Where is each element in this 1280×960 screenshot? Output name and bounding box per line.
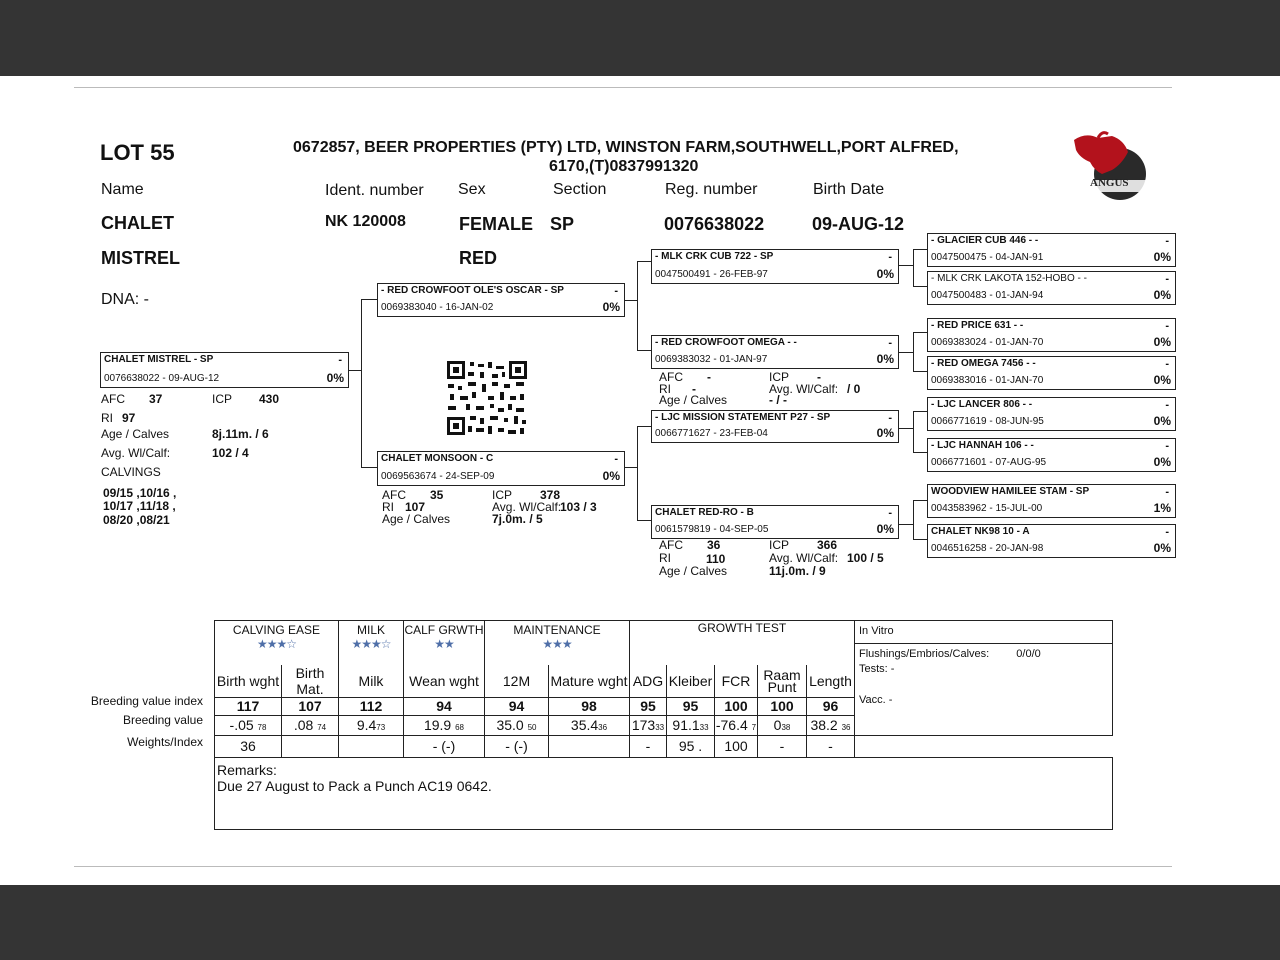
ggp5-name: - LJC LANCER 806 - -	[931, 399, 1033, 410]
calvings-label: CALVINGS	[101, 465, 161, 479]
ggp6-name: - LJC HANNAH 106 - -	[931, 440, 1034, 451]
bv-value: 38.2	[810, 717, 838, 733]
line	[637, 261, 638, 351]
line	[898, 352, 914, 353]
ggp3-name: - RED PRICE 631 - -	[931, 320, 1024, 331]
sex-header: Sex	[458, 181, 486, 198]
afc-value: 37	[149, 392, 163, 406]
ggp4-pct: 0%	[1153, 373, 1171, 387]
dam-reg: 0069563674 - 24-SEP-09	[381, 471, 495, 482]
dam-icp-label: ICP	[492, 488, 513, 502]
ggp3-reg: 0069383024 - 01-JAN-70	[931, 337, 1044, 348]
subject-dash: -	[338, 354, 342, 366]
growth-test-label: GROWTH TEST	[697, 621, 787, 635]
ggp5-pct: 0%	[1153, 414, 1171, 428]
line	[913, 249, 914, 287]
wl-value: 102 / 4	[212, 446, 249, 460]
gp4-afc-label: AFC	[659, 538, 683, 552]
calving-ease-label: CALVING EASE	[232, 623, 321, 637]
gp4-icp-label: ICP	[769, 538, 790, 552]
name-header: Name	[101, 181, 144, 198]
animal-birth: 09-AUG-12	[812, 214, 905, 234]
weights-cell: 100	[715, 735, 758, 757]
bv-value: 19.9	[423, 717, 452, 733]
gp3-dash: -	[888, 412, 892, 424]
bv-accuracy: 36	[841, 723, 851, 732]
dam-age-value: 7j.0m. / 5	[492, 512, 543, 526]
calvings-line1: 09/15 ,10/16 ,	[103, 486, 177, 500]
bv-value: 9.4	[356, 717, 377, 733]
gp2-age-label: Age / Calves	[659, 393, 728, 407]
age-label: Age / Calves	[101, 427, 170, 441]
value-cell	[404, 715, 485, 735]
maintenance-label: MAINTENANCE	[513, 623, 601, 637]
bv-accuracy: 33	[655, 723, 665, 732]
ggp7-reg: 0043583962 - 15-JUL-00	[931, 503, 1043, 514]
bv-accuracy: 50	[527, 723, 537, 732]
value-cell	[215, 715, 282, 735]
ggp2-pct: 0%	[1153, 288, 1171, 302]
weights-cell: 95 .	[667, 735, 715, 757]
great-grandparent-box-1[interactable]	[927, 233, 1176, 267]
col-mature-weight: Mature wght	[549, 665, 630, 698]
gp4-age-value: 11j.0m. / 9	[769, 564, 826, 578]
seller-line1: 0672857, BEER PROPERTIES (PTY) LTD, WINSTON FARM,SOUTHWELL,PORT ALFRED,	[293, 139, 959, 156]
line	[913, 452, 927, 453]
sire-dash: -	[614, 285, 618, 297]
gp2-afc-label: AFC	[659, 370, 683, 384]
sire-name: - RED CROWFOOT OLE'S OSCAR - SP	[381, 285, 564, 296]
ggp4-dash: -	[1165, 358, 1169, 370]
bv-value: 0	[773, 717, 782, 733]
animal-name-2: MISTREL	[101, 248, 180, 268]
age-value: 8j.11m. / 6	[212, 427, 269, 441]
ggp8-pct: 0%	[1153, 541, 1171, 555]
subject-box[interactable]	[100, 352, 349, 388]
ggp1-dash: -	[1165, 235, 1169, 247]
ggp6-dash: -	[1165, 440, 1169, 452]
line	[913, 500, 914, 540]
row-label-value: Breeding value	[122, 713, 203, 727]
ggp2-name: - MLK CRK LAKOTA 152-HOBO - -	[931, 273, 1087, 284]
index-cell: 95	[630, 697, 667, 715]
value-cell	[807, 715, 855, 735]
great-grandparent-box-5[interactable]	[927, 397, 1176, 431]
weights-cell: - (-)	[404, 735, 485, 757]
icp-label: ICP	[212, 392, 233, 406]
dam-age-label: Age / Calves	[382, 512, 451, 526]
tests-label: Tests: -	[859, 663, 895, 675]
line	[348, 370, 362, 371]
bv-value: -.05	[229, 717, 254, 733]
gp4-ri-label: RI	[659, 551, 671, 565]
col-milk: Milk	[339, 665, 404, 698]
ggp4-name: - RED OMEGA 7456 - -	[931, 358, 1036, 369]
great-grandparent-box-3[interactable]	[927, 318, 1176, 352]
line	[624, 300, 638, 301]
line	[637, 350, 651, 351]
index-cell: 100	[758, 697, 807, 715]
birth-header: Birth Date	[813, 181, 885, 198]
gp1-reg: 0047500491 - 26-FEB-97	[655, 269, 768, 280]
animal-ident: NK 120008	[325, 213, 406, 230]
bv-accuracy: 73	[376, 723, 386, 732]
line	[898, 428, 914, 429]
group-calf-growth	[404, 621, 485, 665]
gp2-pct: 0%	[876, 352, 894, 366]
value-cell	[549, 715, 630, 735]
gp2-name: - RED CROWFOOT OMEGA - -	[655, 337, 797, 348]
line	[637, 426, 638, 521]
animal-section: SP	[550, 214, 575, 234]
bv-value: .08	[293, 717, 314, 733]
calf-growth-label: CALF GRWTH	[404, 623, 484, 637]
line	[898, 524, 914, 525]
gp2-age-value: - / -	[769, 393, 787, 407]
calf-growth-stars-icon: ★★	[434, 637, 454, 651]
line	[913, 286, 927, 287]
angus-logo	[1072, 130, 1150, 204]
gp4-name: CHALET RED-RO - B	[655, 507, 754, 518]
wl-label: Avg. Wl/Calf:	[101, 446, 171, 460]
bv-accuracy: 7	[751, 723, 757, 732]
col-wean-weight: Wean wght	[404, 665, 485, 698]
bv-value: 35.0	[496, 717, 524, 733]
dam-afc-value: 35	[430, 488, 444, 502]
grandparent-box-4[interactable]	[651, 505, 899, 539]
great-grandparent-box-2[interactable]	[927, 271, 1176, 305]
line	[637, 520, 651, 521]
ggp8-reg: 0046516258 - 20-JAN-98	[931, 543, 1044, 554]
dam-name: CHALET MONSOON - C	[381, 453, 494, 464]
value-cell	[758, 715, 807, 735]
line	[637, 261, 651, 262]
ggp7-dash: -	[1165, 486, 1169, 498]
line	[913, 411, 927, 412]
afc-label: AFC	[101, 392, 125, 406]
dam-wl-value: 103 / 3	[560, 500, 597, 514]
gp2-ri-label: RI	[659, 382, 671, 396]
line	[361, 299, 362, 468]
index-cell: 94	[485, 697, 549, 715]
ggp1-pct: 0%	[1153, 250, 1171, 264]
index-cell: 100	[715, 697, 758, 715]
bottom-divider	[74, 866, 1172, 867]
section-header: Section	[553, 181, 607, 198]
bv-value: -76.4	[715, 717, 748, 733]
bv-value: 91.1	[672, 717, 700, 733]
line	[913, 500, 927, 501]
line	[913, 411, 914, 453]
ggp4-reg: 0069383016 - 01-JAN-70	[931, 375, 1044, 386]
great-grandparent-box-7[interactable]	[927, 484, 1176, 518]
top-divider	[74, 87, 1172, 88]
group-milk	[339, 621, 404, 665]
ggp1-reg: 0047500475 - 04-JAN-91	[931, 252, 1044, 263]
weights-cell: 36	[215, 735, 282, 757]
line	[913, 332, 914, 372]
line	[913, 332, 927, 333]
group-calving-ease	[215, 621, 339, 665]
value-cell	[485, 715, 549, 735]
gp2-dash: -	[888, 337, 892, 349]
line	[913, 249, 927, 250]
milk-stars-icon: ★★★☆	[351, 637, 391, 651]
grandparent-box-2[interactable]	[651, 335, 899, 369]
seller-line2: 6170,(T)0837991320	[549, 158, 699, 175]
subject-pct: 0%	[326, 371, 344, 385]
col-raam-punt: Raam Punt	[758, 665, 807, 698]
gp3-reg: 0066771627 - 23-FEB-04	[655, 428, 768, 439]
great-grandparent-box-6[interactable]	[927, 438, 1176, 472]
dna-status: DNA: -	[101, 291, 149, 308]
vacc-label: Vacc. -	[859, 694, 893, 706]
ggp3-pct: 0%	[1153, 335, 1171, 349]
gp4-afc-value: 36	[707, 538, 721, 552]
gp1-dash: -	[888, 251, 892, 263]
gp2-icp-label: ICP	[769, 370, 790, 384]
gp4-dash: -	[888, 507, 892, 519]
bv-value: 173	[631, 717, 656, 733]
grandparent-box-1[interactable]	[651, 249, 899, 284]
value-cell	[339, 715, 404, 735]
breeding-value-table	[214, 620, 1113, 830]
dam-ri-label: RI	[382, 500, 394, 514]
row-label-weights: Weights/Index	[127, 735, 203, 749]
bv-accuracy: 74	[317, 723, 327, 732]
remarks-cell	[215, 757, 1113, 829]
gp3-pct: 0%	[876, 426, 894, 440]
value-cell	[667, 715, 715, 735]
flushings-label: Flushings/Embrios/Calves:	[859, 648, 990, 660]
group-growth-test	[630, 621, 855, 665]
logo-text: ANGUS	[1090, 177, 1129, 189]
ggp7-pct: 1%	[1153, 501, 1171, 515]
ggp7-name: WOODVIEW HAMILEE STAM - SP	[931, 486, 1090, 497]
index-cell: 98	[549, 697, 630, 715]
sire-box[interactable]	[377, 283, 625, 317]
sire-pct: 0%	[602, 300, 620, 314]
bv-value: 35.4	[570, 717, 599, 733]
ggp2-reg: 0047500483 - 01-JAN-94	[931, 290, 1044, 301]
calving-ease-stars-icon: ★★★☆	[256, 637, 297, 651]
line	[361, 467, 377, 468]
gp2-ri-value: -	[692, 382, 696, 396]
value-cell	[715, 715, 758, 735]
lot-number: LOT 55	[100, 140, 175, 165]
bv-accuracy: 78	[257, 723, 267, 732]
top-bar	[0, 0, 1280, 76]
gp3-name: - LJC MISSION STATEMENT P27 - SP	[655, 412, 831, 423]
value-cell	[630, 715, 667, 735]
index-cell: 95	[667, 697, 715, 715]
dam-box[interactable]	[377, 451, 625, 486]
gp2-icp-value: -	[817, 370, 821, 384]
dam-pct: 0%	[602, 469, 620, 483]
gp2-afc-value: -	[707, 370, 711, 384]
line	[913, 371, 927, 372]
weights-cell: -	[630, 735, 667, 757]
gp4-wl-label: Avg. Wl/Calf:	[769, 551, 839, 565]
ggp3-dash: -	[1165, 320, 1169, 332]
ggp6-reg: 0066771601 - 07-AUG-95	[931, 457, 1047, 468]
index-cell: 107	[282, 697, 339, 715]
gp4-reg: 0061579819 - 04-SEP-05	[655, 524, 769, 535]
col-length: Length	[807, 665, 855, 698]
ggp8-name: CHALET NK98 10 - A	[931, 526, 1030, 537]
great-grandparent-box-8[interactable]	[927, 524, 1176, 558]
col-kleiber: Kleiber	[667, 665, 715, 698]
weights-cell: -	[758, 735, 807, 757]
gp2-wl-label: Avg. Wl/Calf:	[769, 382, 839, 396]
qr-code-icon	[446, 360, 528, 436]
index-cell: 94	[404, 697, 485, 715]
gp4-wl-value: 100 / 5	[847, 551, 884, 565]
ggp5-reg: 0066771619 - 08-JUN-95	[931, 416, 1044, 427]
gp2-reg: 0069383032 - 01-JAN-97	[655, 354, 768, 365]
line	[361, 299, 377, 300]
subject-name: CHALET MISTREL - SP	[104, 354, 214, 365]
animal-name-1: CHALET	[101, 213, 174, 233]
index-cell: 112	[339, 697, 404, 715]
bv-accuracy: 68	[455, 723, 465, 732]
line	[637, 426, 651, 427]
animal-color: RED	[459, 248, 498, 268]
remarks-label: Remarks:	[217, 761, 277, 778]
ri-label: RI	[101, 411, 113, 425]
dam-dash: -	[614, 453, 618, 465]
col-birth-maternal: Birth Mat.	[282, 665, 339, 698]
bull-logo-icon	[1072, 130, 1150, 204]
col-adg: ADG	[630, 665, 667, 698]
maintenance-stars-icon: ★★★	[542, 637, 572, 651]
group-maintenance	[485, 621, 630, 665]
gp2-wl-value: / 0	[847, 382, 861, 396]
animal-sex: FEMALE	[459, 214, 533, 234]
remarks-text: Due 27 August to Pack a Punch AC19 0642.	[217, 777, 492, 794]
weights-cell	[282, 735, 339, 757]
animal-reg: 0076638022	[664, 214, 765, 234]
ggp5-dash: -	[1165, 399, 1169, 411]
gp4-pct: 0%	[876, 522, 894, 536]
gp4-icp-value: 366	[817, 538, 838, 552]
bottom-bar	[0, 885, 1280, 960]
row-label-index: Breeding value index	[90, 694, 203, 708]
milk-group-label: MILK	[356, 623, 385, 637]
line	[898, 265, 914, 266]
calvings-line3: 08/20 ,08/21	[103, 513, 170, 527]
flushings-value: 0/0/0	[1016, 648, 1041, 660]
gp4-ri-value: 110	[706, 552, 726, 566]
ggp8-dash: -	[1165, 526, 1169, 538]
bv-accuracy: 38	[781, 723, 791, 732]
index-cell: 96	[807, 697, 855, 715]
index-cell: 117	[215, 697, 282, 715]
flushings-row	[855, 644, 1112, 660]
line	[624, 467, 638, 468]
col-birth-weight: Birth wght	[215, 665, 282, 698]
in-vitro-label: In Vitro	[855, 621, 1112, 644]
ri-value: 97	[122, 411, 136, 425]
sire-reg: 0069383040 - 16-JAN-02	[381, 302, 494, 313]
gp4-age-label: Age / Calves	[659, 564, 728, 578]
bv-accuracy: 36	[598, 723, 608, 732]
ggp1-name: - GLACIER CUB 446 - -	[931, 235, 1039, 246]
ident-header: Ident. number	[325, 182, 424, 199]
great-grandparent-box-4[interactable]	[927, 356, 1176, 390]
line	[913, 539, 927, 540]
value-cell	[282, 715, 339, 735]
col-12m: 12M	[485, 665, 549, 698]
weights-cell: - (-)	[485, 735, 549, 757]
calvings-line2: 10/17 ,11/18 ,	[103, 499, 176, 513]
weights-cell	[549, 735, 630, 757]
dam-ri-value: 107	[405, 500, 426, 514]
col-fcr: FCR	[715, 665, 758, 698]
grandparent-box-3[interactable]	[651, 410, 899, 443]
reg-header: Reg. number	[665, 181, 758, 198]
icp-value: 430	[259, 392, 280, 406]
bv-accuracy: 33	[699, 723, 709, 732]
gp1-name: - MLK CRK CUB 722 - SP	[655, 251, 774, 262]
dam-icp-value: 378	[540, 488, 561, 502]
ggp6-pct: 0%	[1153, 455, 1171, 469]
weights-cell	[339, 735, 404, 757]
weights-cell: -	[807, 735, 855, 757]
dam-wl-label: Avg. Wl/Calf:	[492, 500, 562, 514]
gp1-pct: 0%	[876, 267, 894, 281]
side-info	[855, 621, 1113, 736]
subject-reg: 0076638022 - 09-AUG-12	[104, 373, 220, 384]
ggp2-dash: -	[1165, 273, 1169, 285]
dam-afc-label: AFC	[382, 488, 406, 502]
